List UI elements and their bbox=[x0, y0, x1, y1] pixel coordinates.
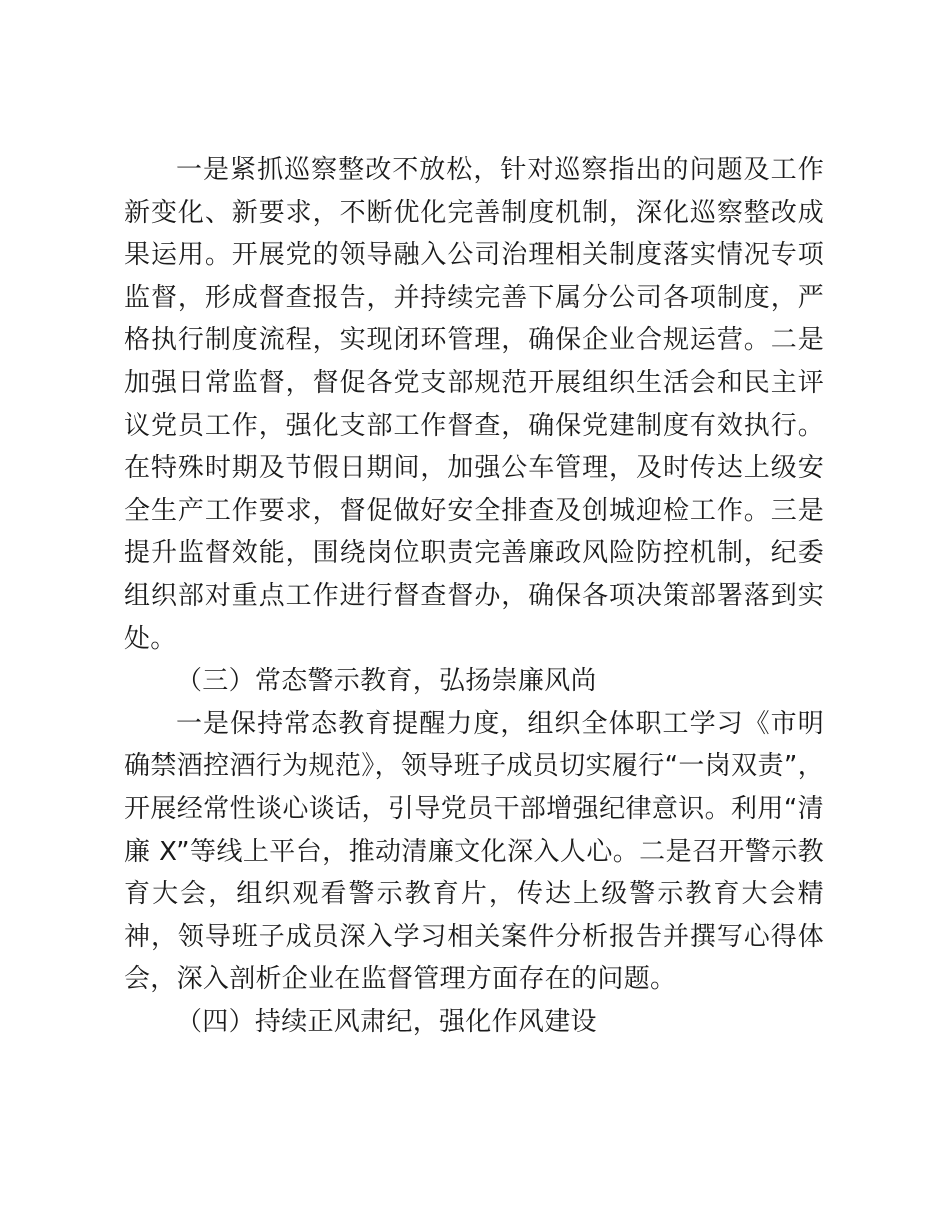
body-paragraph-supervision: 一是紧抓巡察整改不放松，针对巡察指出的问题及工作新变化、新要求，不断优化完善制度机制，深化巡察整改成果运用。开展党的领导融入公司治理相关制度落实情况专项监督，形成督查报告，并持续完善下属分公司各项制度，严格执行制度流程，实现闭环管理，确保企业合规运营。二是加强日常监督，督促各党支部规范开展组织生活会和民主评议党员工作，强化支部工作督查，确保党建制度有效执行。在特殊时期及节假日期间，加强公车管理，及时传达上级安全生产工作要求，督促做好安全排查及创城迎检工作。三是提升监督效能，围绕岗位职责完善廉政风险防控机制，纪委组织部对重点工作进行督查督办，确保各项决策部署落到实处。 bbox=[124, 155, 824, 654]
document-body bbox=[124, 149, 824, 1043]
body-paragraph-warning-education: 一是保持常态教育提醒力度，组织全体职工学习《市明确禁酒控酒行为规范》，领导班子成员切实履行“一岗双责”，开展经常性谈心谈话，引导党员干部增强纪律意识。利用“清廉 X”等线上平台，推动清廉文化深入人心。二是召开警示教育大会，组织观看警示教育片，传达上级警示教育大会精神，领导班子成员深入学习相关案件分析报告并撰写心得体会，深入剖析企业在监督管理方面存在的问题。 bbox=[124, 708, 824, 995]
section-heading-warning-education: （三）常态警示教育，弘扬崇廉风尚 bbox=[176, 666, 597, 697]
section-heading-discipline: （四）持续正风肃纪，强化作风建设 bbox=[176, 1006, 597, 1037]
